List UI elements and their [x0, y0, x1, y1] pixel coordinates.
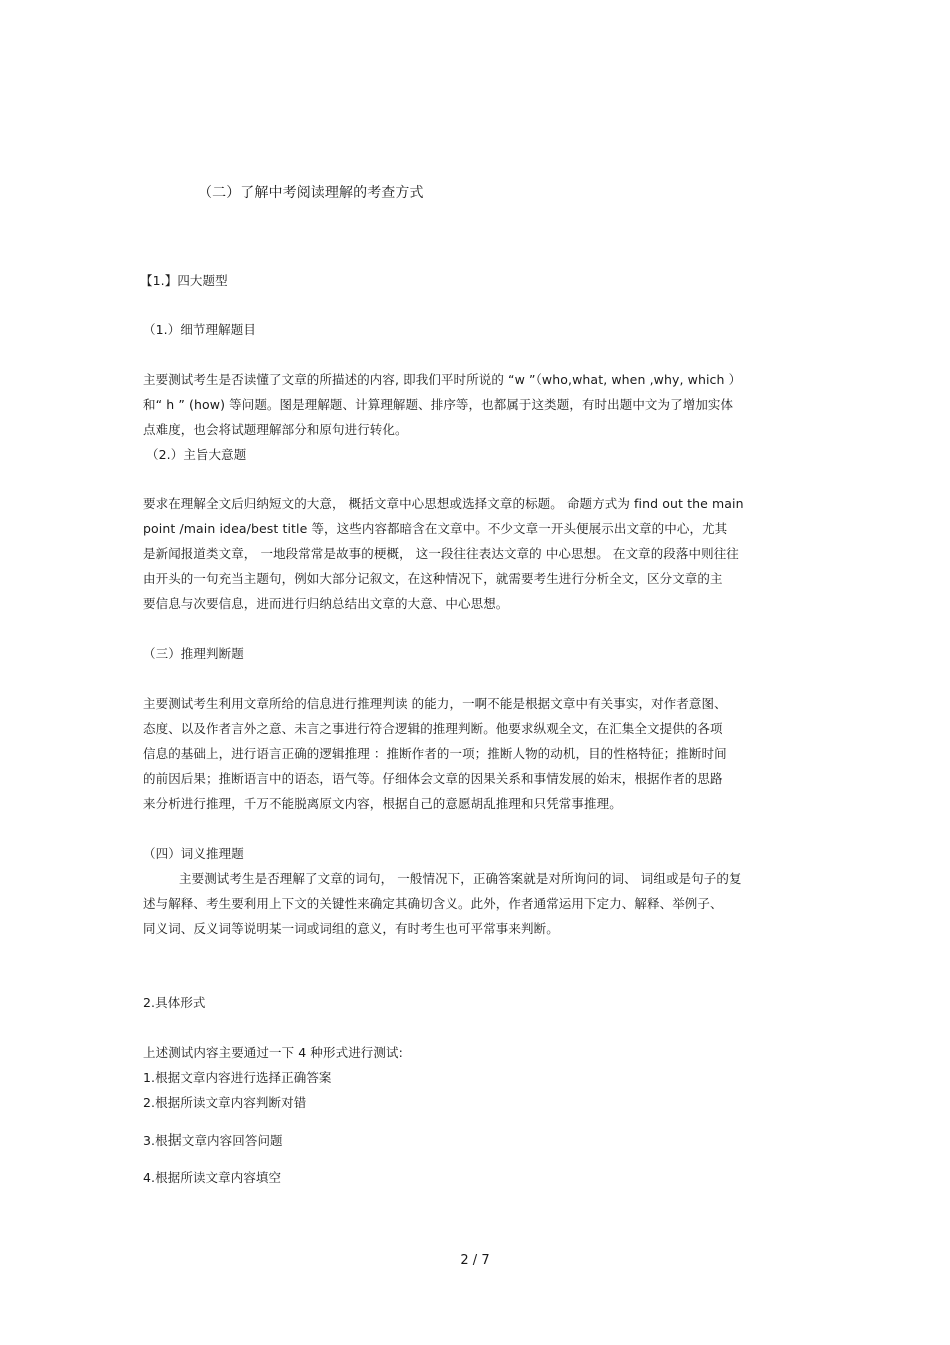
heading-word-meaning-questions: （四）词义推理题 — [143, 846, 244, 861]
page-title: （二）了解中考阅读理解的考查方式 — [198, 185, 424, 201]
paragraph-line: 同义词、反义词等说明某一词或词组的意义，有时考生也可平常事来判断。 — [143, 921, 559, 936]
list-item-prefix: 3.根 — [143, 1133, 168, 1148]
list-item-large-char: 据 — [167, 1133, 182, 1149]
paragraph-line: 要求在理解全文后归纳短文的大意， 概括文章中心思想或选择文章的标题。 命题方式为 find out the main — [143, 496, 744, 511]
paragraph-line: 由开头的一句充当主题句，例如大部分记叙文，在这种情况下，就需要考生进行分析全文，区分文章的主 — [143, 571, 723, 586]
heading-detail-questions: （1.）细节理解题目 — [143, 322, 256, 337]
paragraph-line: 主要测试考生利用文章所给的信息进行推理判读 的能力，一啊不能是根据文章中有关事实，对作者意图、 — [143, 696, 727, 711]
list-item: 1.根据文章内容进行选择正确答案 — [143, 1070, 332, 1085]
section-heading-question-types: 【1.】四大题型 — [140, 273, 228, 288]
paragraph-line: 信息的基础上，进行语言正确的逻辑推理 ：推断作者的一项；推断人物的动机，目的性格特征；推断时间 — [143, 746, 727, 761]
paragraph-line: 点难度，也会将试题理解部分和原句进行转化。 — [143, 422, 408, 437]
section-heading-specific-forms: 2.具体形式 — [143, 995, 206, 1010]
paragraph-line: 主要测试考生是否理解了文章的词句， 一般情况下，正确答案就是对所询问的词、 词组或是句子的复 — [179, 871, 742, 886]
paragraph-line: 上述测试内容主要通过一下 4 种形式进行测试: — [143, 1045, 403, 1060]
paragraph-line: 要信息与次要信息，进而进行归纳总结出文章的大意、中心思想。 — [143, 596, 509, 611]
paragraph-line: 态度、以及作者言外之意、未言之事进行符合逻辑的推理判断。他要求纵观全文，在汇集全文提供的各项 — [143, 721, 723, 736]
heading-main-idea-questions: （2.）主旨大意题 — [146, 447, 247, 462]
paragraph-line: 来分析进行推理，千万不能脱离原文内容，根据自己的意愿胡乱推理和只凭常事推理。 — [143, 796, 622, 811]
list-item: 2.根据所读文章内容判断对错 — [143, 1095, 307, 1110]
list-item — [143, 1133, 283, 1149]
list-item-suffix: 文章内容回答问题 — [181, 1133, 283, 1148]
page-number: 2 / 7 — [460, 1253, 490, 1268]
list-item: 4.根据所读文章内容填空 — [143, 1170, 282, 1185]
paragraph-line: 是新闻报道类文章， 一地段常常是故事的梗概， 这一段往往表达文章的 中心思想。 在文章的段落中则往往 — [143, 546, 739, 561]
paragraph-line: point /main idea/best title 等，这些内容都暗含在文章中。不少文章一开头便展示出文章的中心，尤其 — [143, 521, 728, 536]
paragraph-line: 主要测试考生是否读懂了文章的所描述的内容, 即我们平时所说的 “w ”（who,what, when ,why, which ） — [143, 372, 742, 387]
paragraph-line: 和“ h ” (how) 等问题。图是理解题、计算理解题、排序等，也都属于这类题，有时出题中文为了增加实体 — [143, 397, 734, 412]
paragraph-line: 述与解释、考生要利用上下文的关键性来确定其确切含义。此外，作者通常运用下定力、解释、举例子、 — [143, 896, 723, 911]
paragraph-line: 的前因后果；推断语言中的语态，语气等。仔细体会文章的因果关系和事情发展的始末，根据作者的思路 — [143, 771, 723, 786]
heading-inference-questions: （三）推理判断题 — [143, 646, 244, 661]
